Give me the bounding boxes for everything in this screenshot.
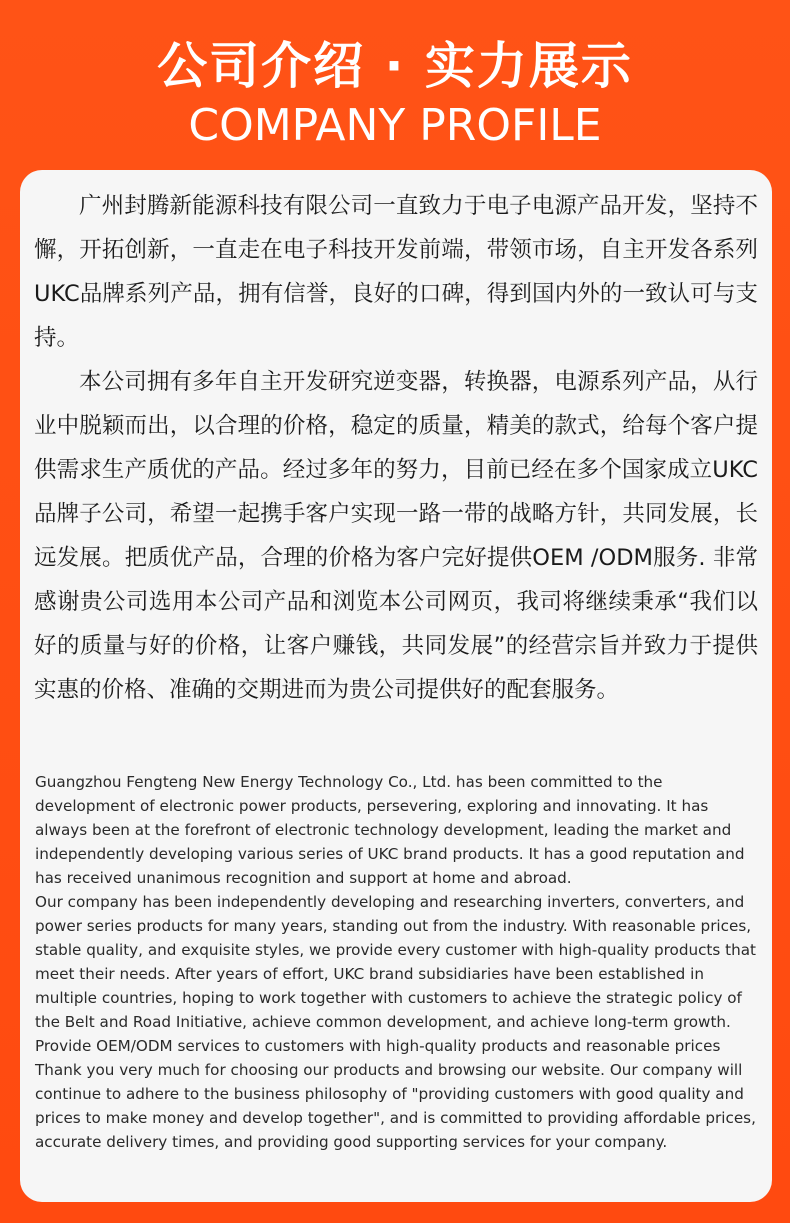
- chinese-paragraph-1: 广州封腾新能源科技有限公司一直致力于电子电源产品开发，坚持不懈，开拓创新，一直走在电子科技开发前端，带领市场，自主开发各系列UKC品牌系列产品，拥有信誉，良好的口碑，得到国内外的一致认可与支持。: [34, 193, 758, 351]
- profile-card: [20, 170, 772, 1202]
- header-banner: [0, 0, 790, 170]
- english-paragraph-2: Our company has been independently developing and researching inverters, converters, and power series products for many years, standing out from the industry. With reasonable prices, stable quality, and exquisite styles, we provide every customer with high-quality products that meet their needs. After years of effort, UKC brand subsidiaries have been established in multiple countries, hoping to work together with customers to achieve the strategic policy of the Belt and Road Initiative, achieve common development, and achieve long-term growth. Provide OEM/ODM services to customers with high-quality products and reasonable prices Thank you very much for choosing our products and browsing our website. Our company will continue to adhere to the business philosophy of "providing customers with good quality and prices to make money and develop together", and is committed to providing affordable prices, accurate delivery times, and providing good supporting services for your company.: [35, 893, 756, 1151]
- english-paragraph-1: Guangzhou Fengteng New Energy Technology Co., Ltd. has been committed to the development of electronic power products, persevering, exploring and innovating. It has always been at the forefront of electronic technology development, leading the market and independently developing various series of UKC brand products. It has a good reputation and has received unanimous recognition and support at home and abroad.: [35, 773, 745, 887]
- page-title-english: COMPANY PROFILE: [188, 100, 602, 151]
- page-title-chinese: 公司介绍 · 实力展示: [157, 37, 633, 95]
- chinese-paragraph-2: 本公司拥有多年自主开发研究逆变器，转换器，电源系列产品，从行业中脱颖而出，以合理的价格，稳定的质量，精美的款式，给每个客户提供需求生产质优的产品。经过多年的努力，目前已经在多个国家成立UKC品牌子公司，希望一起携手客户实现一路一带的战略方针，共同发展，长远发展。把质优产品，合理的价格为客户完好提供OEM /ODM服务. 非常感谢贵公司选用本公司产品和浏览本公司网页，我司将继续秉承“我们以好的质量与好的价格，让客户赚钱，共同发展”的经营宗旨并致力于提供实惠的价格、准确的交期进而为贵公司提供好的配套服务。: [34, 369, 758, 703]
- chinese-text-block: [20, 184, 772, 712]
- english-text-block: [20, 770, 772, 1154]
